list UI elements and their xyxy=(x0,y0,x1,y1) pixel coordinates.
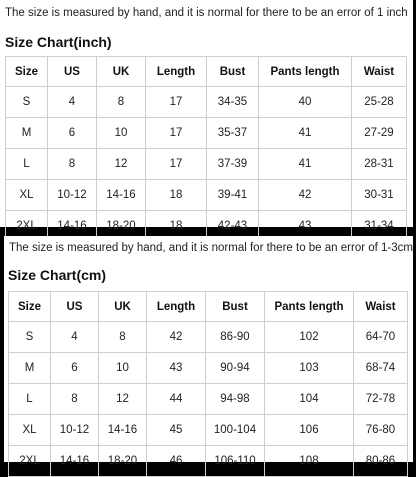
cell: 30-31 xyxy=(352,180,407,211)
cell: 31-34 xyxy=(352,211,407,242)
cell: 106-110 xyxy=(206,446,265,477)
cell: S xyxy=(9,322,51,353)
table-row xyxy=(9,415,408,446)
cell: 43 xyxy=(147,353,206,384)
cell: M xyxy=(9,353,51,384)
table-row xyxy=(9,353,408,384)
cell: 68-74 xyxy=(354,353,408,384)
cell: 104 xyxy=(265,384,354,415)
table-row xyxy=(6,149,407,180)
cell: 35-37 xyxy=(207,118,259,149)
header-size: Size xyxy=(9,292,51,322)
cell: 27-29 xyxy=(352,118,407,149)
size-table xyxy=(8,291,408,477)
table-header-row xyxy=(6,57,407,87)
cell: 14-16 xyxy=(99,415,147,446)
cell: 18 xyxy=(146,180,207,211)
table-row xyxy=(9,446,408,477)
header-waist: Waist xyxy=(354,292,408,322)
cell: 8 xyxy=(99,322,147,353)
cell: 12 xyxy=(97,149,146,180)
cell: M xyxy=(6,118,48,149)
cell: 108 xyxy=(265,446,354,477)
cell: 2XL xyxy=(9,446,51,477)
header-length: Length xyxy=(146,57,207,87)
cell: 94-98 xyxy=(206,384,265,415)
cell: 10 xyxy=(99,353,147,384)
table-row xyxy=(6,87,407,118)
cell: 46 xyxy=(147,446,206,477)
chart-title: Size Chart(cm) xyxy=(8,267,107,283)
header-length: Length xyxy=(147,292,206,322)
cell: 100-104 xyxy=(206,415,265,446)
cell: 14-16 xyxy=(51,446,99,477)
cell: 72-78 xyxy=(354,384,408,415)
measurement-note: The size is measured by hand, and it is normal for there to be an error of 1-3cm xyxy=(9,242,413,254)
header-waist: Waist xyxy=(352,57,407,87)
cell: 25-28 xyxy=(352,87,407,118)
cell: 103 xyxy=(265,353,354,384)
table-row xyxy=(6,180,407,211)
cell: 39-41 xyxy=(207,180,259,211)
size-table xyxy=(5,56,407,242)
header-bust: Bust xyxy=(207,57,259,87)
cell: 90-94 xyxy=(206,353,265,384)
cell: 8 xyxy=(97,87,146,118)
cell: 34-35 xyxy=(207,87,259,118)
size-chart-cm-panel xyxy=(4,236,413,467)
cell: 76-80 xyxy=(354,415,408,446)
cell: 86-90 xyxy=(206,322,265,353)
cell: 17 xyxy=(146,149,207,180)
cell: XL xyxy=(9,415,51,446)
cell: 43 xyxy=(259,211,352,242)
cell: XL xyxy=(6,180,48,211)
cell: 42-43 xyxy=(207,211,259,242)
cell: S xyxy=(6,87,48,118)
table-header-row xyxy=(9,292,408,322)
table-row xyxy=(6,118,407,149)
header-bust: Bust xyxy=(206,292,265,322)
cell: 42 xyxy=(147,322,206,353)
table-row xyxy=(9,384,408,415)
cell: 42 xyxy=(259,180,352,211)
header-pants-length: Pants length xyxy=(259,57,352,87)
cell: 106 xyxy=(265,415,354,446)
header-size: Size xyxy=(6,57,48,87)
cell: L xyxy=(9,384,51,415)
cell: 41 xyxy=(259,149,352,180)
size-chart-inch-panel xyxy=(0,0,413,232)
header-uk: UK xyxy=(99,292,147,322)
measurement-note: The size is measured by hand, and it is normal for there to be an error of 1 inch xyxy=(5,7,408,19)
cell: 6 xyxy=(51,353,99,384)
table-row xyxy=(9,322,408,353)
header-uk: UK xyxy=(97,57,146,87)
cell: 10-12 xyxy=(51,415,99,446)
header-us: US xyxy=(51,292,99,322)
cell: 37-39 xyxy=(207,149,259,180)
cell: 28-31 xyxy=(352,149,407,180)
cell: 64-70 xyxy=(354,322,408,353)
cell: 102 xyxy=(265,322,354,353)
cell: 14-16 xyxy=(48,211,97,242)
cell: 8 xyxy=(48,149,97,180)
cell: 45 xyxy=(147,415,206,446)
cell: 6 xyxy=(48,118,97,149)
cell: 18-20 xyxy=(99,446,147,477)
chart-title: Size Chart(inch) xyxy=(5,34,112,50)
cell: 17 xyxy=(146,87,207,118)
cell: 40 xyxy=(259,87,352,118)
cell: 18-20 xyxy=(97,211,146,242)
cell: 17 xyxy=(146,118,207,149)
cell: 2XL xyxy=(6,211,48,242)
cell: 14-16 xyxy=(97,180,146,211)
cell: 18 xyxy=(146,211,207,242)
cell: 10 xyxy=(97,118,146,149)
cell: L xyxy=(6,149,48,180)
cell: 10-12 xyxy=(48,180,97,211)
cell: 4 xyxy=(51,322,99,353)
cell: 4 xyxy=(48,87,97,118)
cell: 12 xyxy=(99,384,147,415)
header-pants-length: Pants length xyxy=(265,292,354,322)
header-us: US xyxy=(48,57,97,87)
cell: 80-86 xyxy=(354,446,408,477)
cell: 41 xyxy=(259,118,352,149)
cell: 44 xyxy=(147,384,206,415)
cell: 8 xyxy=(51,384,99,415)
